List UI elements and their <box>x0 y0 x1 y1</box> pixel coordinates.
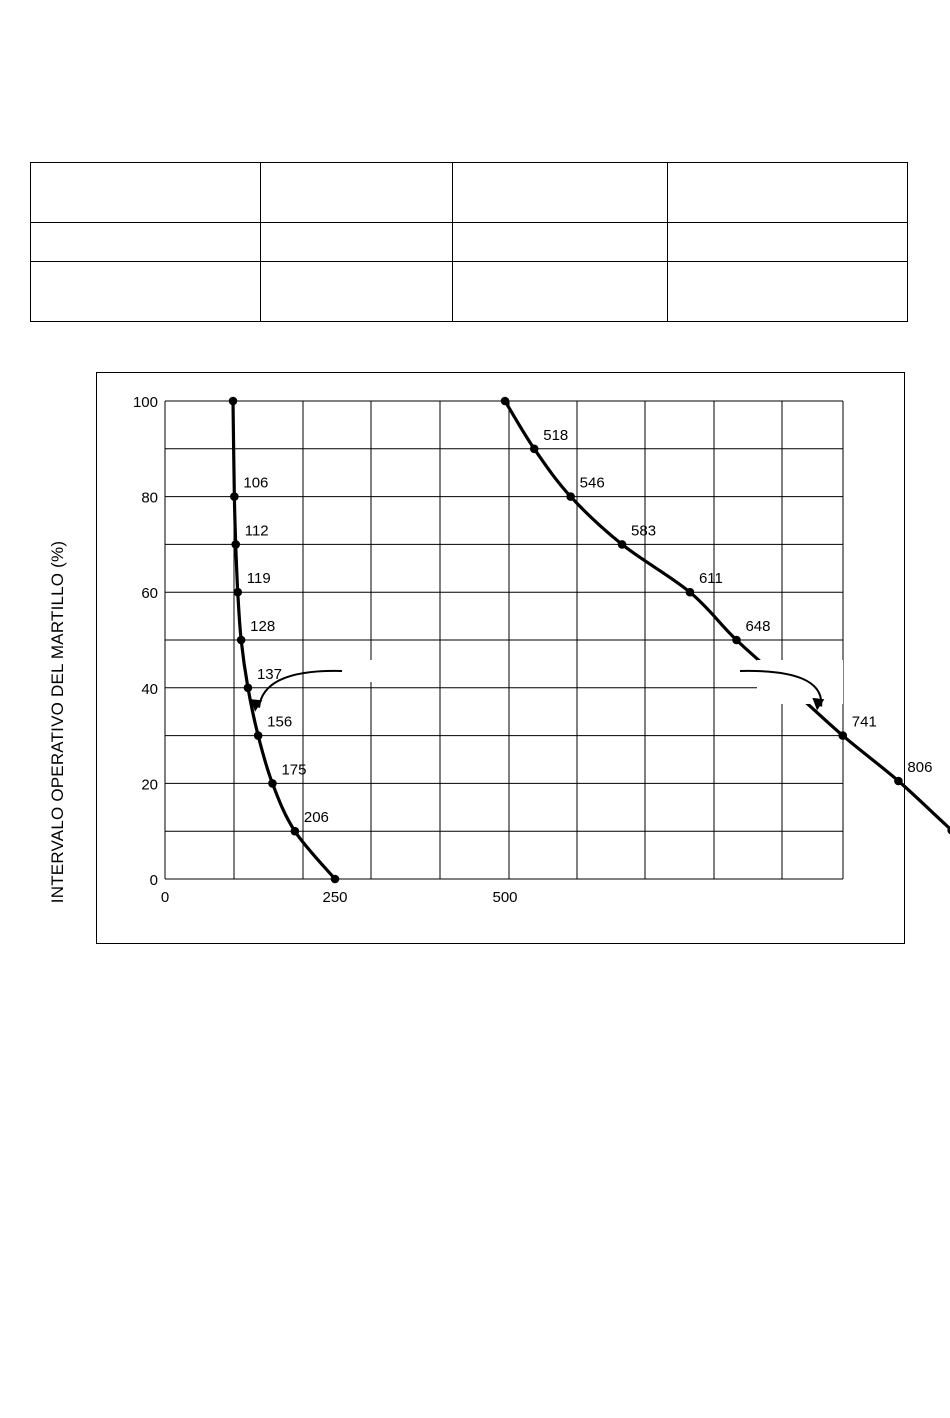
x-tick-label: 500 <box>492 889 518 906</box>
data-label: 106 <box>243 474 269 492</box>
data-point <box>229 397 238 406</box>
data-point <box>291 827 300 836</box>
data-point <box>268 779 277 788</box>
data-point <box>331 875 340 884</box>
data-point <box>686 588 695 597</box>
y-tick-label: 20 <box>141 776 158 794</box>
data-label: 583 <box>631 522 657 540</box>
data-label: 611 <box>698 570 723 588</box>
y-tick-label: 40 <box>141 680 158 698</box>
x-tick-label: 0 <box>160 889 170 906</box>
data-point <box>231 540 240 549</box>
data-label: 206 <box>303 809 329 827</box>
y-axis-label-text: INTERVALO OPERATIVO DEL MARTILLO (%) <box>48 540 67 904</box>
data-label: 112 <box>244 522 269 540</box>
data-point <box>230 492 239 501</box>
data-label: 175 <box>281 761 307 779</box>
data-point <box>233 588 242 597</box>
annotation-mask <box>342 660 438 682</box>
data-label: 546 <box>579 474 605 492</box>
data-point <box>732 636 741 645</box>
data-point <box>618 540 627 549</box>
y-tick-label: 0 <box>149 872 158 889</box>
data-label: 137 <box>256 665 282 683</box>
data-point <box>254 731 263 740</box>
data-point <box>894 777 903 786</box>
annotation-mask <box>757 660 843 704</box>
data-point <box>566 492 575 501</box>
data-label: 156 <box>267 713 293 731</box>
data-label: 648 <box>745 618 771 635</box>
data-point <box>838 731 847 740</box>
data-point <box>244 684 253 693</box>
data-point <box>237 636 246 645</box>
y-tick-label: 80 <box>141 489 158 507</box>
y-tick-label: 100 <box>132 394 158 411</box>
data-label: 128 <box>250 618 276 635</box>
data-point <box>530 445 539 454</box>
data-label: 119 <box>246 570 271 588</box>
data-label: 518 <box>543 426 569 444</box>
data-point <box>501 397 510 406</box>
data-label: 806 <box>907 759 933 777</box>
y-tick-label: 60 <box>141 585 158 603</box>
x-tick-label: 250 <box>322 889 348 906</box>
data-label: 741 <box>851 713 877 731</box>
